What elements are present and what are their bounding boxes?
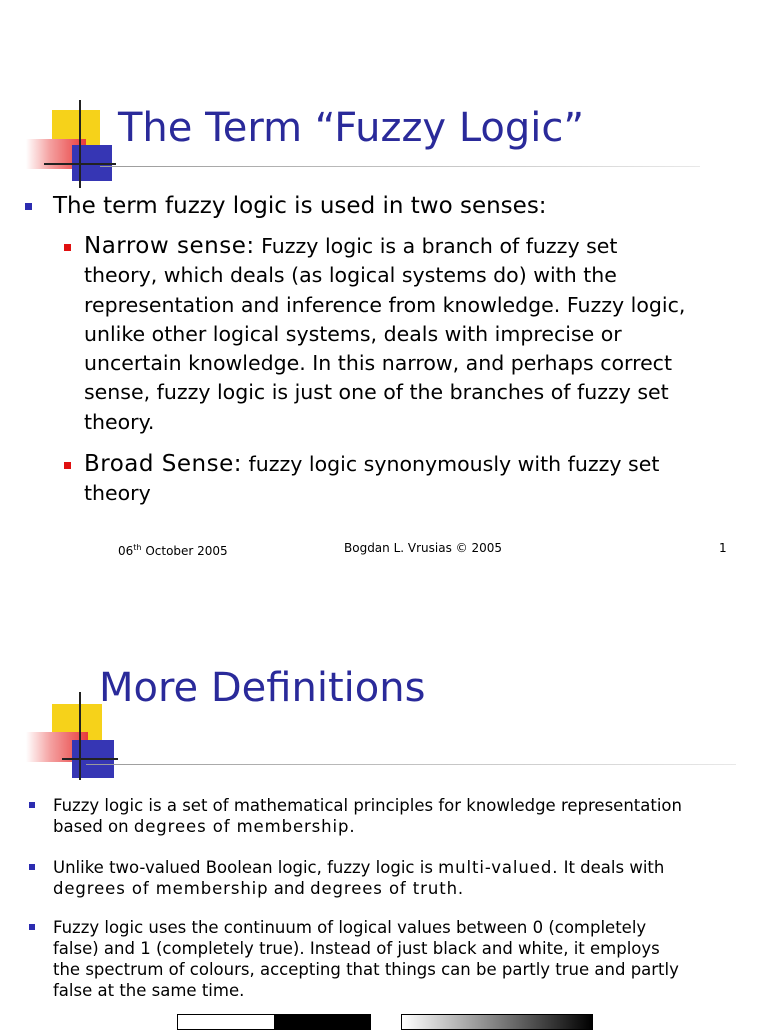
footer-date: 06th October 2005 bbox=[118, 543, 228, 558]
footer-page-number: 1 bbox=[719, 541, 727, 555]
gradient-swatch bbox=[401, 1014, 593, 1030]
title-rule bbox=[86, 764, 736, 765]
bullet-red-square-icon bbox=[64, 244, 71, 251]
narrow-sense-term: Narrow sense: bbox=[84, 233, 255, 259]
definition-paragraph-3: Fuzzy logic uses the continuum of logical values between 0 (completely false) and 1 (completely true). Instead of just black and white, it employs the spectrum of colours, accepting that things can be partly true and partly false at the same time. bbox=[53, 917, 744, 1001]
sub-bullet-narrow: Narrow sense: Fuzzy logic is a branch of fuzzy set theory, which deals (as logical systems do) with the representation and inference from knowledge. Fuzzy logic, unlike other logical systems, deals with imprecise or uncertain knowledge. In this narrow, and perhaps correct sense, fuzzy logic is just one of the branches of fuzzy set theory. bbox=[84, 232, 734, 437]
slide-2 bbox=[0, 600, 768, 1024]
black-white-swatch bbox=[177, 1014, 371, 1030]
title-rule bbox=[100, 166, 700, 167]
bullet-square-icon bbox=[29, 802, 35, 808]
definition-paragraph-1: Fuzzy logic is a set of mathematical principles for knowledge representation based on degrees of membership. bbox=[53, 795, 744, 837]
slide-title: The Term “Fuzzy Logic” bbox=[118, 105, 585, 151]
broad-sense-term: Broad Sense: bbox=[84, 451, 243, 477]
sub-bullet-broad: Broad Sense: fuzzy logic synonymously with fuzzy set theory bbox=[84, 450, 734, 509]
definition-paragraph-2: Unlike two-valued Boolean logic, fuzzy logic is multi-valued. It deals with degrees of membership and degrees of truth. bbox=[53, 857, 744, 899]
footer-author: Bogdan L. Vrusias © 2005 bbox=[344, 541, 503, 555]
slide-title: More Definitions bbox=[99, 665, 426, 711]
bullet-red-square-icon bbox=[64, 462, 71, 469]
bullet-square-icon bbox=[29, 924, 35, 930]
bullet-senses: The term fuzzy logic is used in two senses: bbox=[53, 191, 547, 221]
bullet-square-icon bbox=[25, 203, 32, 210]
bullet-square-icon bbox=[29, 864, 35, 870]
